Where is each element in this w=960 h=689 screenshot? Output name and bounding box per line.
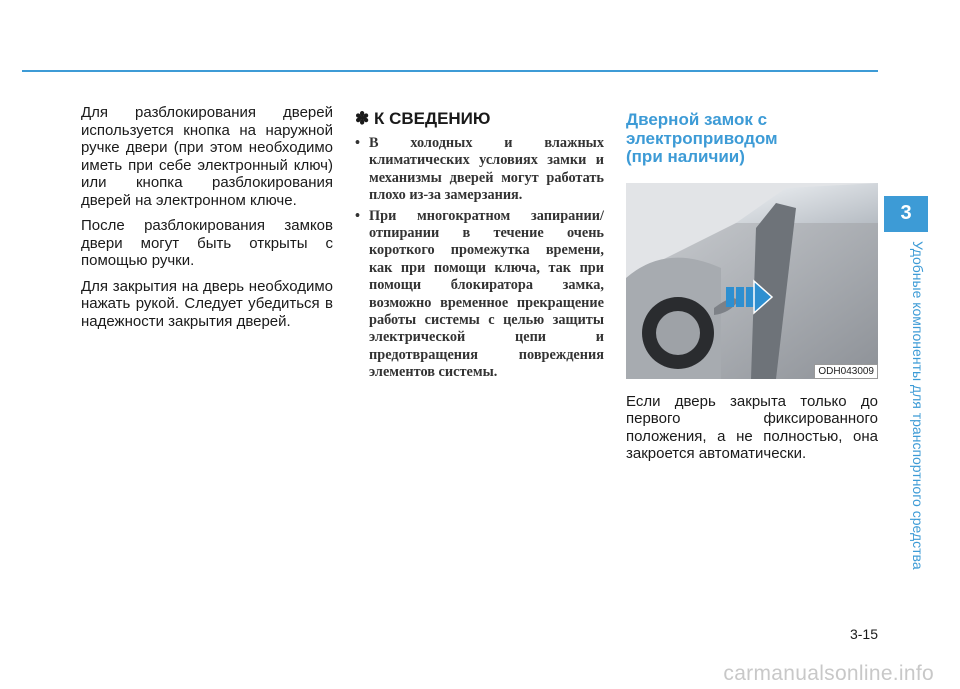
section-title-line: Дверной замок с xyxy=(626,110,768,129)
intro-paragraph-3: Для закрытия на дверь необходимо нажать рукой. Следует убедиться в надежности закрытия дверей. xyxy=(81,277,333,330)
bullet-icon: • xyxy=(355,207,361,224)
chapter-tab xyxy=(884,196,928,232)
chapter-label: Удобные компоненты для транспортного средства xyxy=(910,241,926,570)
chapter-number: 3 xyxy=(900,202,912,224)
note-item-text: В холодных и влажных климатических условиях замки и механизмы дверей могут работать плохо из-за замерзания. xyxy=(369,135,604,204)
intro-column xyxy=(81,104,333,338)
note-title: ✽ К СВЕДЕНИЮ xyxy=(355,109,491,128)
intro-paragraph-2: После разблокирования замков двери могут быть открыты с помощью ручки. xyxy=(81,217,333,269)
section-title-line: электроприводом xyxy=(626,128,778,148)
section-title-line: (при наличии) xyxy=(626,147,745,166)
figure-caption: ODH043009 xyxy=(814,364,878,379)
watermark: carmanualsonline.info xyxy=(723,662,934,685)
power-door-lock-column xyxy=(626,104,878,471)
section-paragraph: Если дверь закрыта только до первого фиксированного положения, а не полностью, она закроется автоматически. xyxy=(626,392,878,462)
car-door-figure xyxy=(626,183,878,379)
note-item-text: При многократном запирании/отпирании в течение очень короткого промежутка времени, как при помощи ключа, так при помощи блокиратора замка, возможно временное прекращение работы системы с целью защиты электрической цепи и предотвращения повреждения элементов системы. xyxy=(369,207,604,381)
page-number: 3-15 xyxy=(849,626,878,642)
note-item xyxy=(355,208,604,382)
note-list xyxy=(355,135,604,382)
top-rule xyxy=(22,70,878,72)
car-door-illustration xyxy=(626,183,878,379)
note-item xyxy=(355,135,604,205)
rim-shape xyxy=(656,311,700,355)
note-column xyxy=(355,104,604,385)
intro-paragraph-1: Для разблокирования дверей используется кнопка на наружной ручке двери (при этом необходимо иметь при себе электронный ключ) или кнопка разблокирования дверей на электронном ключе. xyxy=(81,104,333,209)
bullet-icon: • xyxy=(355,135,361,151)
section-title xyxy=(626,111,878,167)
